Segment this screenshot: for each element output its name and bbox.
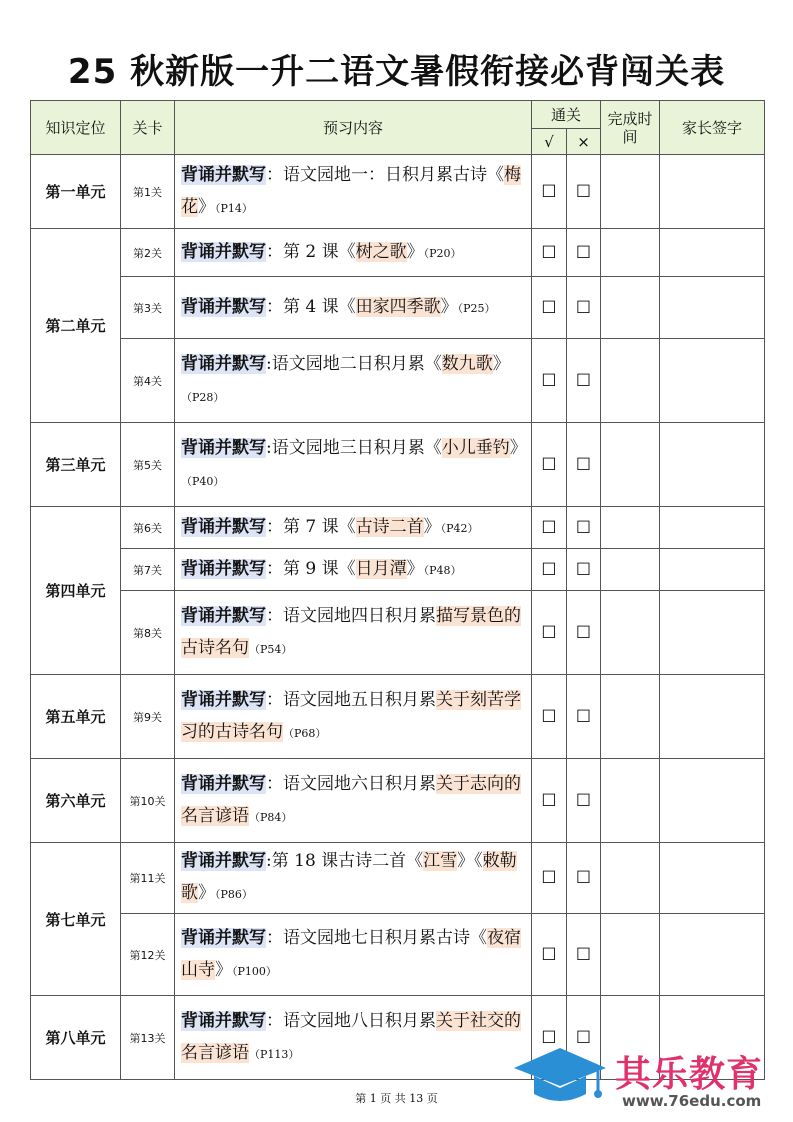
highlight-text: 关于志向的名言谚语 bbox=[181, 773, 521, 826]
pass-checkbox[interactable]: ☐ bbox=[532, 914, 567, 996]
pass-checkbox[interactable]: ☐ bbox=[532, 229, 567, 277]
page-ref: （P25） bbox=[457, 301, 496, 315]
unit-label: 第六单元 bbox=[31, 759, 121, 843]
action-label: 背诵并默写 bbox=[181, 558, 266, 579]
page-ref: （P86） bbox=[215, 888, 253, 901]
page-ref: （P54） bbox=[249, 642, 293, 656]
unit-label: 第四单元 bbox=[31, 507, 121, 675]
done-time-cell[interactable] bbox=[601, 507, 660, 549]
content-cell bbox=[175, 229, 532, 277]
content-text: 》《 bbox=[457, 851, 483, 871]
table-row bbox=[31, 759, 765, 843]
content-cell bbox=[175, 843, 532, 914]
page-ref: （P40） bbox=[181, 474, 225, 488]
content-cell bbox=[175, 914, 532, 996]
table-row bbox=[31, 423, 765, 507]
page-title: 25 秋新版一升二语文暑假衔接必背闯关表 bbox=[67, 52, 726, 92]
content-text: ：语文园地六日积月累 bbox=[266, 773, 436, 794]
content-cell bbox=[175, 155, 532, 229]
level-label: 第6关 bbox=[121, 507, 175, 549]
header-unit: 知识定位 bbox=[31, 101, 121, 155]
header-pass-no: × bbox=[567, 129, 601, 155]
highlight-text: 小儿垂钓 bbox=[441, 437, 510, 458]
fail-checkbox[interactable]: ☐ bbox=[567, 155, 601, 229]
fail-checkbox[interactable]: ☐ bbox=[567, 423, 601, 507]
content-cell bbox=[175, 339, 532, 423]
action-label: 背诵并默写 bbox=[181, 773, 266, 794]
header-content: 预习内容 bbox=[175, 101, 532, 155]
parent-sign-cell[interactable] bbox=[660, 277, 765, 339]
done-time-cell[interactable] bbox=[601, 675, 660, 759]
parent-sign-cell[interactable] bbox=[660, 229, 765, 277]
content-text: 》 bbox=[492, 353, 510, 374]
table-row bbox=[31, 914, 765, 996]
pass-checkbox[interactable]: ☐ bbox=[532, 996, 567, 1080]
done-time-cell[interactable] bbox=[601, 423, 660, 507]
done-time-cell[interactable] bbox=[601, 591, 660, 675]
page-ref: （P68） bbox=[283, 726, 327, 740]
content-text: ：第 4 课《 bbox=[266, 296, 356, 317]
action-label: 背诵并默写 bbox=[181, 851, 266, 871]
content-text: ：语文园地五日积月累 bbox=[266, 689, 436, 710]
fail-checkbox[interactable]: ☐ bbox=[567, 675, 601, 759]
highlight-text: 梅花 bbox=[181, 164, 521, 217]
fail-checkbox[interactable]: ☐ bbox=[567, 229, 601, 277]
action-label: 背诵并默写 bbox=[181, 353, 266, 374]
done-time-cell[interactable] bbox=[601, 759, 660, 843]
highlight-text: 江雪 bbox=[423, 851, 458, 871]
level-label: 第4关 bbox=[121, 339, 175, 423]
action-label: 背诵并默写 bbox=[181, 164, 266, 185]
highlight-text: 日月潭 bbox=[355, 558, 407, 579]
parent-sign-cell[interactable] bbox=[660, 339, 765, 423]
fail-checkbox[interactable]: ☐ bbox=[567, 591, 601, 675]
content-cell bbox=[175, 759, 532, 843]
content-text: 》 bbox=[215, 959, 232, 980]
content-text: ：语文园地七日积月累古诗《 bbox=[266, 927, 487, 948]
highlight-text: 描写景色的古诗名句 bbox=[181, 605, 521, 658]
level-label: 第13关 bbox=[121, 996, 175, 1080]
table-row bbox=[31, 277, 765, 339]
fail-checkbox[interactable]: ☐ bbox=[567, 549, 601, 591]
checklist-table bbox=[30, 100, 765, 1080]
parent-sign-cell[interactable] bbox=[660, 914, 765, 996]
content-text: ：语文园地一：日积月累古诗《 bbox=[266, 164, 504, 185]
content-cell bbox=[175, 423, 532, 507]
graduation-cap-icon bbox=[510, 1042, 610, 1114]
header-pass-yes: √ bbox=[532, 129, 567, 155]
pass-checkbox[interactable]: ☐ bbox=[532, 277, 567, 339]
content-text: ：第 9 课《 bbox=[266, 558, 356, 579]
header-parent-sign: 家长签字 bbox=[660, 101, 765, 155]
page-footer: 第 1 页 共 13 页 bbox=[355, 1092, 438, 1105]
page-ref: （P14） bbox=[215, 201, 253, 215]
unit-label: 第五单元 bbox=[31, 675, 121, 759]
fail-checkbox[interactable]: ☐ bbox=[567, 759, 601, 843]
unit-label: 第七单元 bbox=[31, 843, 121, 996]
page-ref: （P113） bbox=[249, 1047, 300, 1061]
content-text: 》 bbox=[406, 241, 424, 262]
level-label: 第11关 bbox=[121, 843, 175, 914]
content-cell bbox=[175, 675, 532, 759]
level-label: 第3关 bbox=[121, 277, 175, 339]
content-cell bbox=[175, 507, 532, 549]
content-text: ：语文园地四日积月累 bbox=[266, 605, 436, 626]
unit-label: 第一单元 bbox=[31, 155, 121, 229]
unit-label: 第三单元 bbox=[31, 423, 121, 507]
page-ref: （P100） bbox=[232, 964, 277, 978]
header-pass: 通关 bbox=[532, 101, 601, 129]
highlight-text: 数九歌 bbox=[441, 353, 493, 374]
action-label: 背诵并默写 bbox=[181, 1010, 266, 1031]
level-label: 第5关 bbox=[121, 423, 175, 507]
done-time-cell[interactable] bbox=[601, 229, 660, 277]
pass-checkbox[interactable]: ☐ bbox=[532, 591, 567, 675]
unit-label: 第八单元 bbox=[31, 996, 121, 1080]
content-text: 》 bbox=[198, 883, 215, 903]
parent-sign-cell[interactable] bbox=[660, 507, 765, 549]
content-text: :第 18 课古诗二首《 bbox=[266, 851, 424, 871]
action-label: 背诵并默写 bbox=[181, 296, 266, 317]
header-level: 关卡 bbox=[121, 101, 175, 155]
content-text: 》 bbox=[509, 437, 527, 458]
brand-logo bbox=[510, 1042, 790, 1114]
page-ref: （P20） bbox=[423, 246, 462, 260]
action-label: 背诵并默写 bbox=[181, 927, 266, 948]
highlight-text: 关于社交的名言谚语 bbox=[181, 1010, 521, 1063]
parent-sign-cell[interactable] bbox=[660, 155, 765, 229]
highlight-text: 敕勒歌 bbox=[181, 851, 517, 903]
content-cell bbox=[175, 549, 532, 591]
pass-checkbox[interactable]: ☐ bbox=[532, 339, 567, 423]
parent-sign-cell[interactable] bbox=[660, 759, 765, 843]
table-row bbox=[31, 843, 765, 914]
table-row bbox=[31, 591, 765, 675]
content-text: ：第 7 课《 bbox=[266, 516, 356, 537]
level-label: 第1关 bbox=[121, 155, 175, 229]
content-text: 》 bbox=[423, 516, 441, 537]
pass-checkbox[interactable]: ☐ bbox=[532, 843, 567, 914]
fail-checkbox[interactable]: ☐ bbox=[567, 996, 601, 1080]
highlight-text: 树之歌 bbox=[355, 241, 407, 262]
fail-checkbox[interactable]: ☐ bbox=[567, 843, 601, 914]
page-ref: （P48） bbox=[423, 563, 462, 577]
action-label: 背诵并默写 bbox=[181, 689, 266, 710]
pass-checkbox[interactable]: ☐ bbox=[532, 507, 567, 549]
content-text: ：第 2 课《 bbox=[266, 241, 356, 262]
content-text: 》 bbox=[440, 296, 458, 317]
brand-url: www.76edu.com bbox=[622, 1092, 762, 1110]
done-time-cell[interactable] bbox=[601, 843, 660, 914]
page-ref: （P42） bbox=[440, 521, 479, 535]
highlight-text: 古诗二首 bbox=[355, 516, 424, 537]
action-label: 背诵并默写 bbox=[181, 437, 266, 458]
done-time-cell[interactable] bbox=[601, 914, 660, 996]
page-ref: （P28） bbox=[181, 390, 225, 404]
parent-sign-cell[interactable] bbox=[660, 843, 765, 914]
parent-sign-cell[interactable] bbox=[660, 549, 765, 591]
header-done-time: 完成时间 bbox=[601, 101, 660, 155]
done-time-cell[interactable] bbox=[601, 155, 660, 229]
fail-checkbox[interactable]: ☐ bbox=[567, 277, 601, 339]
brand-name: 其乐教育 bbox=[615, 1054, 764, 1095]
content-cell bbox=[175, 996, 532, 1080]
parent-sign-cell[interactable] bbox=[660, 675, 765, 759]
content-text: :语文园地三日积月累《 bbox=[266, 437, 442, 458]
content-text: 》 bbox=[406, 558, 424, 579]
level-label: 第8关 bbox=[121, 591, 175, 675]
pass-checkbox[interactable]: ☐ bbox=[532, 675, 567, 759]
action-label: 背诵并默写 bbox=[181, 605, 266, 626]
action-label: 背诵并默写 bbox=[181, 516, 266, 537]
table-row bbox=[31, 339, 765, 423]
fail-checkbox[interactable]: ☐ bbox=[567, 914, 601, 996]
level-label: 第10关 bbox=[121, 759, 175, 843]
parent-sign-cell[interactable] bbox=[660, 423, 765, 507]
level-label: 第2关 bbox=[121, 229, 175, 277]
table-row bbox=[31, 549, 765, 591]
table-row bbox=[31, 507, 765, 549]
content-text: :语文园地二日积月累《 bbox=[266, 353, 442, 374]
pass-checkbox[interactable]: ☐ bbox=[532, 423, 567, 507]
parent-sign-cell[interactable] bbox=[660, 591, 765, 675]
fail-checkbox[interactable]: ☐ bbox=[567, 339, 601, 423]
unit-label: 第二单元 bbox=[31, 229, 121, 423]
content-cell bbox=[175, 277, 532, 339]
pass-checkbox[interactable]: ☐ bbox=[532, 155, 567, 229]
content-cell bbox=[175, 591, 532, 675]
level-label: 第9关 bbox=[121, 675, 175, 759]
done-time-cell[interactable] bbox=[601, 549, 660, 591]
action-label: 背诵并默写 bbox=[181, 241, 266, 262]
pass-checkbox[interactable]: ☐ bbox=[532, 759, 567, 843]
page-ref: （P84） bbox=[249, 810, 293, 824]
done-time-cell[interactable] bbox=[601, 277, 660, 339]
done-time-cell[interactable] bbox=[601, 339, 660, 423]
highlight-text: 关于刻苦学习的古诗名句 bbox=[181, 689, 521, 742]
highlight-text: 夜宿山寺 bbox=[181, 927, 521, 980]
table-row bbox=[31, 229, 765, 277]
table-row bbox=[31, 675, 765, 759]
level-label: 第7关 bbox=[121, 549, 175, 591]
fail-checkbox[interactable]: ☐ bbox=[567, 507, 601, 549]
content-text: 》 bbox=[198, 196, 215, 217]
content-text: ：语文园地八日积月累 bbox=[266, 1010, 436, 1031]
pass-checkbox[interactable]: ☐ bbox=[532, 549, 567, 591]
level-label: 第12关 bbox=[121, 914, 175, 996]
highlight-text: 田家四季歌 bbox=[355, 296, 441, 317]
table-row bbox=[31, 155, 765, 229]
